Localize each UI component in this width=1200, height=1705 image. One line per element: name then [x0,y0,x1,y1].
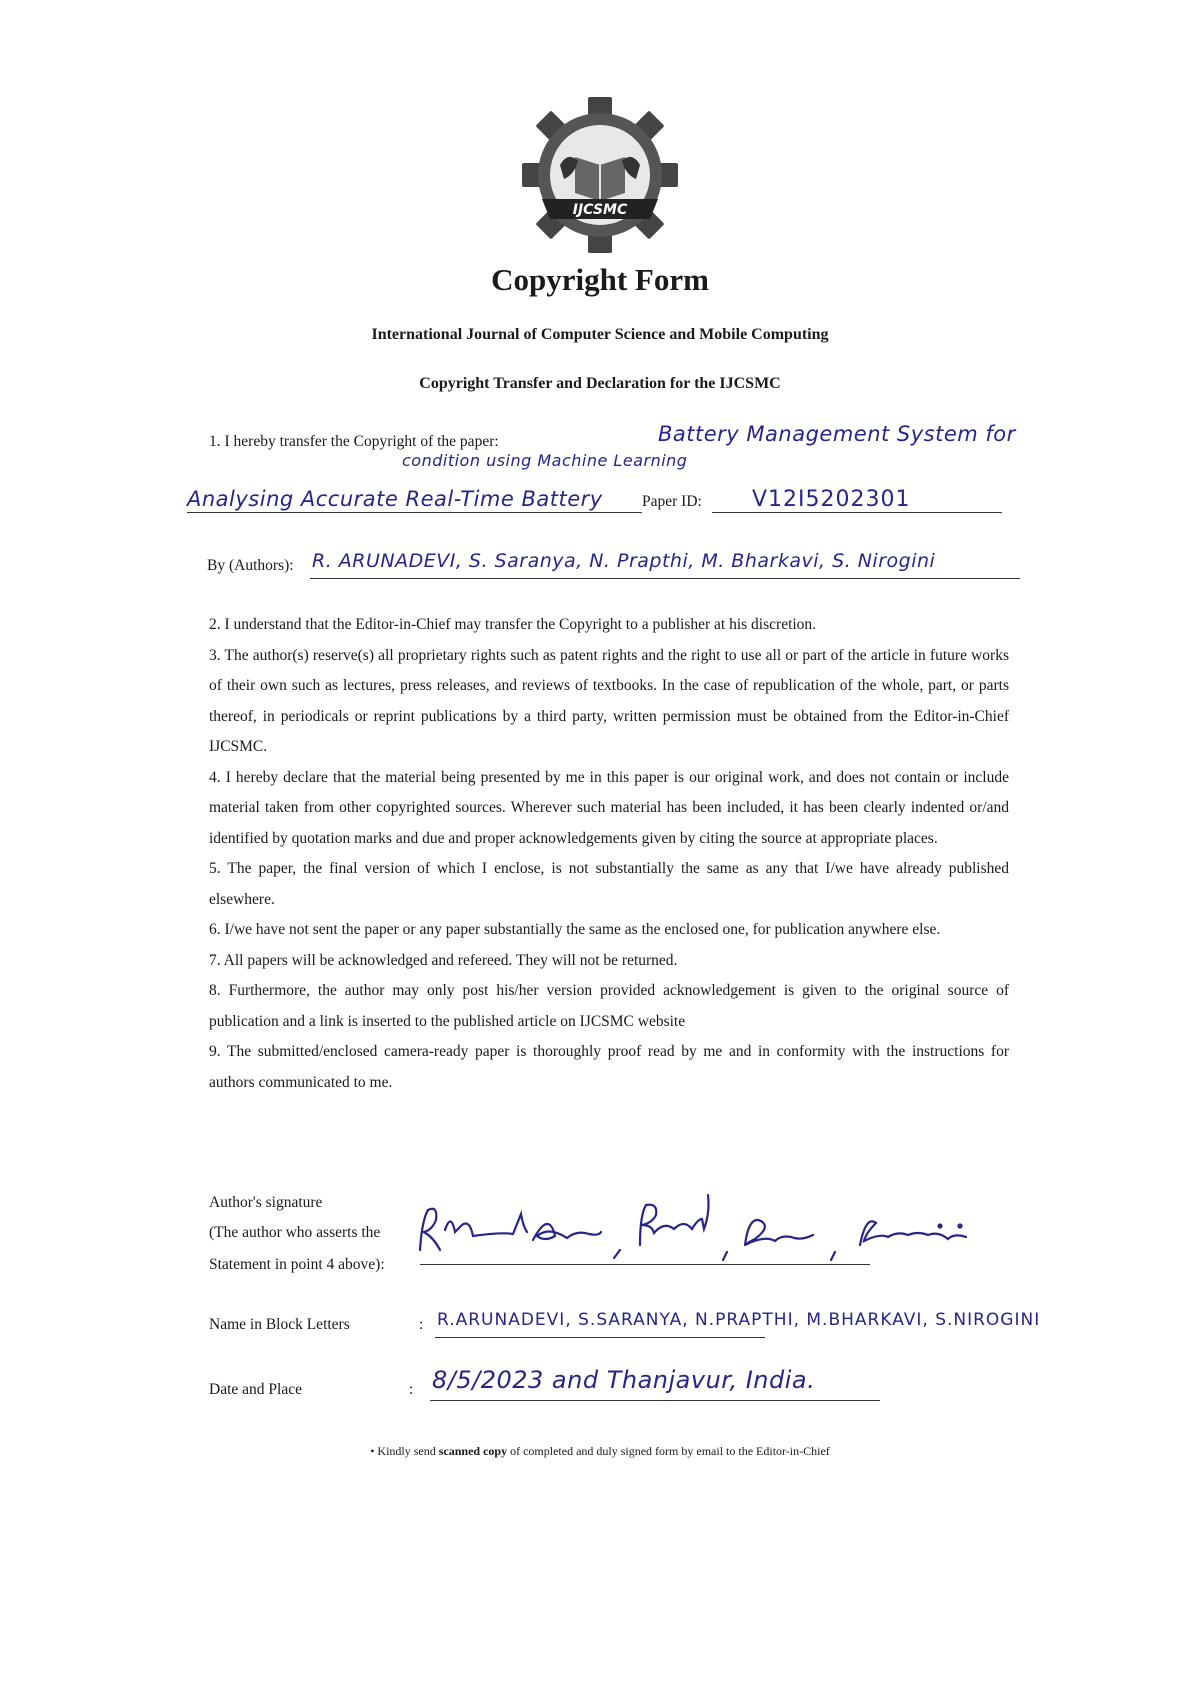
clause-3: 3. The author(s) reserve(s) all proprietary rights such as patent rights and the right to use all or part of the article in future works of their own such as lectures, press releases, and reviews of textbooks. In the case of republication of the whole, part, or parts thereof, in periodicals or reprint publications by a third party, written permission must be obtained from the Editor-in-Chief IJCSMC. [209,646,1009,755]
authors-label: By (Authors): [207,557,294,574]
block-letters-value[interactable]: R.ARUNADEVI, S.SARANYA, N.PRAPTHI, M.BHARKAVI, S.NIROGINI [437,1310,1041,1330]
paper-title-line1[interactable]: Battery Management System for [658,422,1016,446]
date-place-label: Date and Place [209,1381,302,1398]
clause-7: 7. All papers will be acknowledged and refereed. They will not be returned. [209,951,678,969]
item1-lead: 1. I hereby transfer the Copyright of the paper: [209,433,499,450]
journal-name: International Journal of Computer Science and Mobile Computing [371,326,829,343]
date-place-value[interactable]: 8/5/2023 and Thanjavur, India. [432,1366,816,1394]
date-place-colon: : [409,1381,414,1398]
paper-title-rule [187,512,642,513]
signature-label-2: (The author who asserts the [209,1224,381,1241]
block-letters-colon: : [419,1316,424,1333]
clause-6: 6. I/we have not sent the paper or any paper substantially the same as the enclosed one, for publication anywhere else. [209,921,941,938]
paper-title-insert[interactable]: condition using Machine Learning [402,451,688,470]
footnote-prefix: • Kindly send [370,1444,439,1458]
signature-rule [420,1264,870,1265]
clause-2: 2. I understand that the Editor-in-Chief may transfer the Copyright to a publisher at his discretion. [209,616,817,633]
clause-4: 4. I hereby declare that the material being presented by me in this paper is our original work, and does not contain or include material taken from other copyrighted sources. Wherever such material has been included, it has been clearly indented or/and identified by quotation marks and due and proper acknowledgements given by citing the source at appropriate places. [209,768,1009,847]
logo-text: IJCSMC [572,202,628,218]
ijcsmc-logo [520,95,680,255]
declaration-heading: Copyright Transfer and Declaration for the IJCSMC [419,375,781,392]
footnote-suffix: of completed and duly signed form by email to the Editor-in-Chief [507,1444,830,1458]
signature-label-3: Statement in point 4 above): [209,1256,385,1273]
author-signatures[interactable] [415,1190,1075,1270]
paper-id-label: Paper ID: [642,493,702,510]
date-place-rule [430,1400,880,1401]
clause-9: 9. The submitted/enclosed camera-ready paper is thoroughly proof read by me and in conformity with the instructions for authors communicated to me. [209,1043,1009,1091]
clause-5: 5. The paper, the final version of which I enclose, is not substantially the same as any that I/we have already published elsewhere. [209,860,1009,908]
block-letters-rule [435,1337,765,1338]
paper-title-line2[interactable]: Analysing Accurate Real-Time Battery [187,487,603,511]
footnote-bold: scanned copy [438,1444,508,1458]
clauses [209,610,1009,1098]
clause-8: 8. Furthermore, the author may only post his/her version provided acknowledgement is given to the original source of publication and a link is inserted to the published article on IJCSMC website [209,982,1009,1030]
footnote [0,1444,1200,1459]
page-title: Copyright Form [491,262,709,297]
authors-value[interactable]: R. ARUNADEVI, S. Saranya, N. Prapthi, M. Bharkavi, S. Nirogini [312,550,936,572]
paper-id-value[interactable]: V12I5202301 [752,487,911,512]
block-letters-label: Name in Block Letters [209,1316,350,1333]
paper-id-rule [712,512,1002,513]
signature-label-1: Author's signature [209,1194,323,1211]
authors-rule [310,578,1020,579]
